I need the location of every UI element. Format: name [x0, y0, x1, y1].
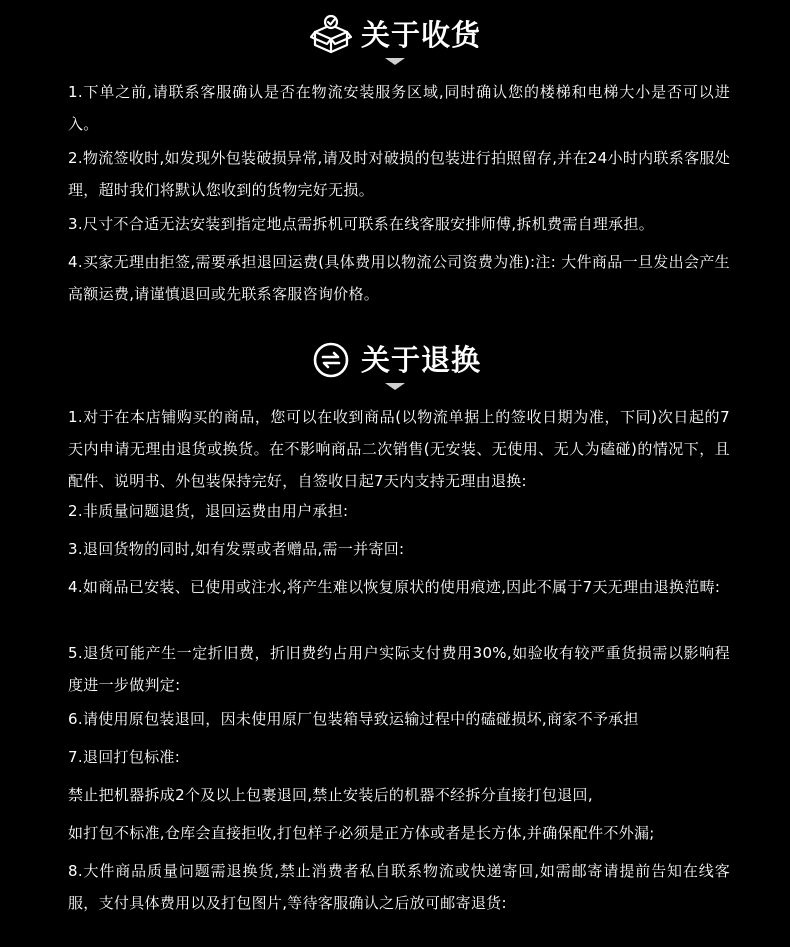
receiving-item-4 — [68, 246, 730, 310]
paragraph: 1.下单之前,请联系客服确认是否在物流安装服务区域,同时确认您的楼梯和电梯大小是否可以进入。 — [68, 83, 730, 133]
paragraph: 4.买家无理由拒签,需要承担退回运费(具体费用以物流公司资费为准):注: 大件商品一旦发出会产生高额运费,请谨慎退回或先联系客服咨询价格。 — [68, 253, 730, 303]
paragraph: 3.尺寸不合适无法安装到指定地点需拆机可联系在线客服安排师傅,拆机费需自理承担。 — [68, 215, 655, 233]
returns-item-7 — [68, 741, 730, 773]
returns-item-4 — [68, 571, 730, 603]
returns-item-7-rule-1 — [68, 779, 730, 811]
header-inner — [309, 338, 481, 382]
section-header-receiving — [0, 13, 790, 57]
receiving-item-2 — [68, 142, 730, 206]
section-arrow-down-icon — [385, 58, 405, 65]
paragraph: 7.退回打包标准: — [68, 748, 181, 766]
receiving-item-3 — [68, 208, 730, 240]
returns-item-6 — [68, 703, 730, 735]
section-title: 关于退换 — [360, 343, 481, 377]
returns-item-8 — [68, 855, 730, 919]
section-header-returns — [0, 338, 790, 382]
section-arrow-down-icon — [385, 383, 405, 390]
paragraph: 6.请使用原包装退回，因未使用原厂包装箱导致运输过程中的磕碰损坏,商家不予承担 — [68, 710, 639, 728]
returns-item-7-rule-2 — [68, 817, 730, 849]
paragraph: 5.退货可能产生一定折旧费，折旧费约占用户实际支付费用30%,如验收有较严重货损需以影响程度进一步做判定: — [68, 644, 730, 694]
package-check-icon — [309, 13, 353, 57]
paragraph: 2.物流签收时,如发现外包装破损异常,请及时对破损的包装进行拍照留存,并在24小时内联系客服处理，超时我们将默认您收到的货物完好无损。 — [68, 149, 730, 199]
returns-item-5 — [68, 637, 730, 701]
paragraph: 4.如商品已安装、已使用或注水,将产生难以恢复原状的使用痕迹,因此不属于7天无理由退换范畴: — [68, 578, 721, 596]
receiving-item-1 — [68, 76, 730, 140]
paragraph: 如打包不标准,仓库会直接拒收,打包样子必须是正方体或者是长方体,并确保配件不外漏; — [68, 824, 655, 842]
paragraph: 8.大件商品质量问题需退换货,禁止消费者私自联系物流或快递寄回,如需邮寄请提前告知在线客服，支付具体费用以及打包图片,等待客服确认之后放可邮寄退货: — [68, 862, 730, 912]
returns-item-2 — [68, 495, 730, 527]
paragraph: 2.非质量问题退货，退回运费由用户承担: — [68, 502, 349, 520]
section-title: 关于收货 — [360, 18, 481, 52]
returns-item-1 — [68, 401, 730, 497]
header-inner — [309, 13, 481, 57]
returns-item-3 — [68, 533, 730, 565]
paragraph: 禁止把机器拆成2个及以上包裹退回,禁止安装后的机器不经拆分直接打包退回, — [68, 786, 593, 804]
return-exchange-icon — [309, 338, 353, 382]
paragraph: 3.退回货物的同时,如有发票或者赠品,需一并寄回: — [68, 540, 405, 558]
paragraph: 1.对于在本店铺购买的商品，您可以在收到商品(以物流单据上的签收日期为准，下同)次日起的7天内申请无理由退货或换货。在不影响商品二次销售(无安装、无使用、无人为磕碰)的情况下，且配件、说明书、外包装保持完好，自签收日起7天内支持无理由退换: — [68, 408, 730, 490]
